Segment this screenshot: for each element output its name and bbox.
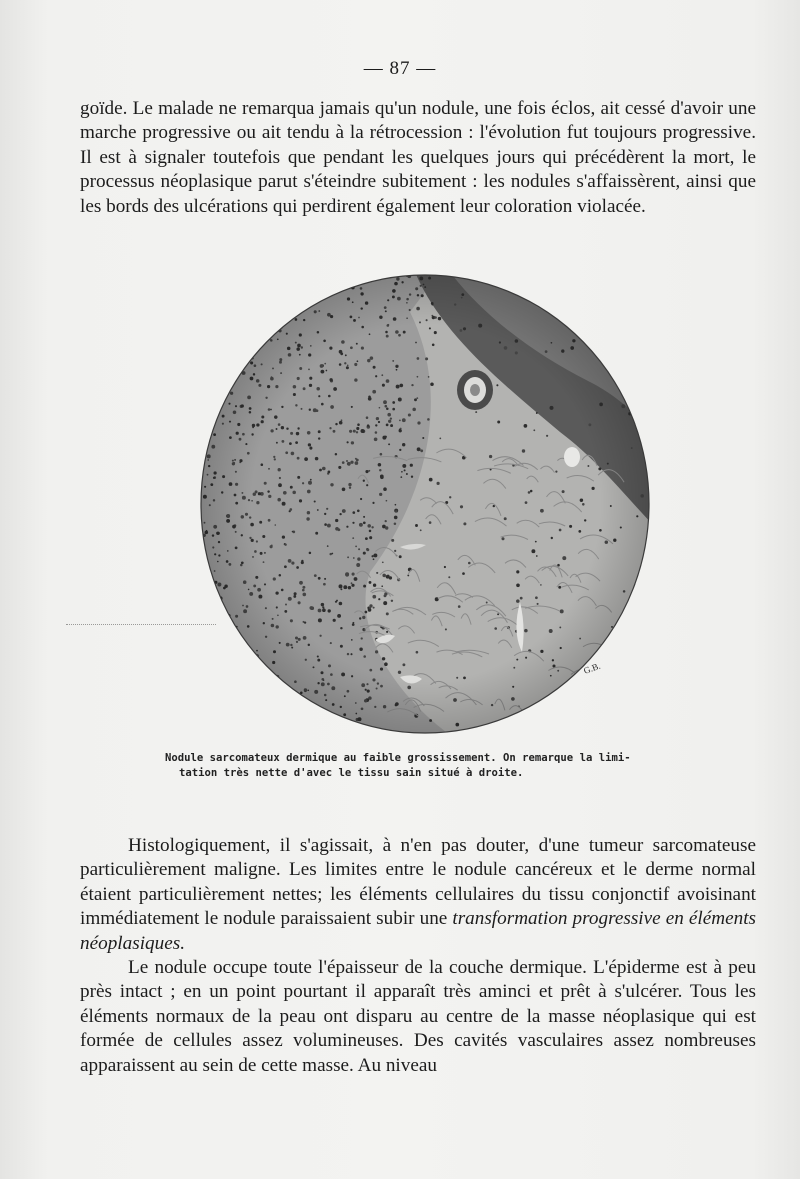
- caption-line-1: Nodule sarcomateux dermique au faible grossissement. On remarque la limi-: [165, 752, 631, 764]
- histology-figure: [200, 272, 652, 734]
- histology-italic-text: transformation progressive en éléments néoplasiques.: [80, 908, 756, 954]
- paragraph-histology: [80, 834, 756, 956]
- artist-signature: G.B.: [582, 660, 602, 676]
- micrograph-illustration: [200, 272, 652, 734]
- stray-rule: [66, 624, 216, 643]
- paragraph-nodule: Le nodule occupe toute l'épaisseur de la couche dermique. L'épiderme est à peu près intact ; en un point pourtant il apparaît très aminci et prêt à s'ulcérer. Tous les éléments normaux de la peau ont disparu au centre de la masse néoplasique qui est formée de cellules assez volumineuses. Des cavités vasculaires assez nombreuses apparaissent au sein de cette masse. Au niveau: [80, 957, 756, 1076]
- page-number: — 87 —: [363, 58, 437, 79]
- paragraph-top: goïde. Le malade ne remarqua jamais qu'un nodule, une fois éclos, ait cessé d'avoir une marche progressive ou ait tendu à la rétrocession : l'évolution fut toujours progressive. Il est à signaler toutefois que pendant les quelques jours qui précédèrent la mort, le processus néoplasique parut s'éteindre subitement : les nodules s'affaissèrent, ainsi que les bords des ulcérations qui perdirent également leur coloration violacée.: [80, 98, 756, 217]
- caption-line-2: tation très nette d'avec le tissu sain situé à droite.: [179, 767, 524, 779]
- figure-caption: [165, 751, 665, 781]
- histology-text: Histologiquement, il s'agissait, à n'en pas douter, d'une tumeur sarcomateuse particulièrement maligne. Les limites entre le nodule cancéreux et le derme normal étaient particulièrement nettes; les éléments cellulaires du tissu conjonctif avoisinant immédiatement le nodule paraissaient subir une: [80, 835, 756, 930]
